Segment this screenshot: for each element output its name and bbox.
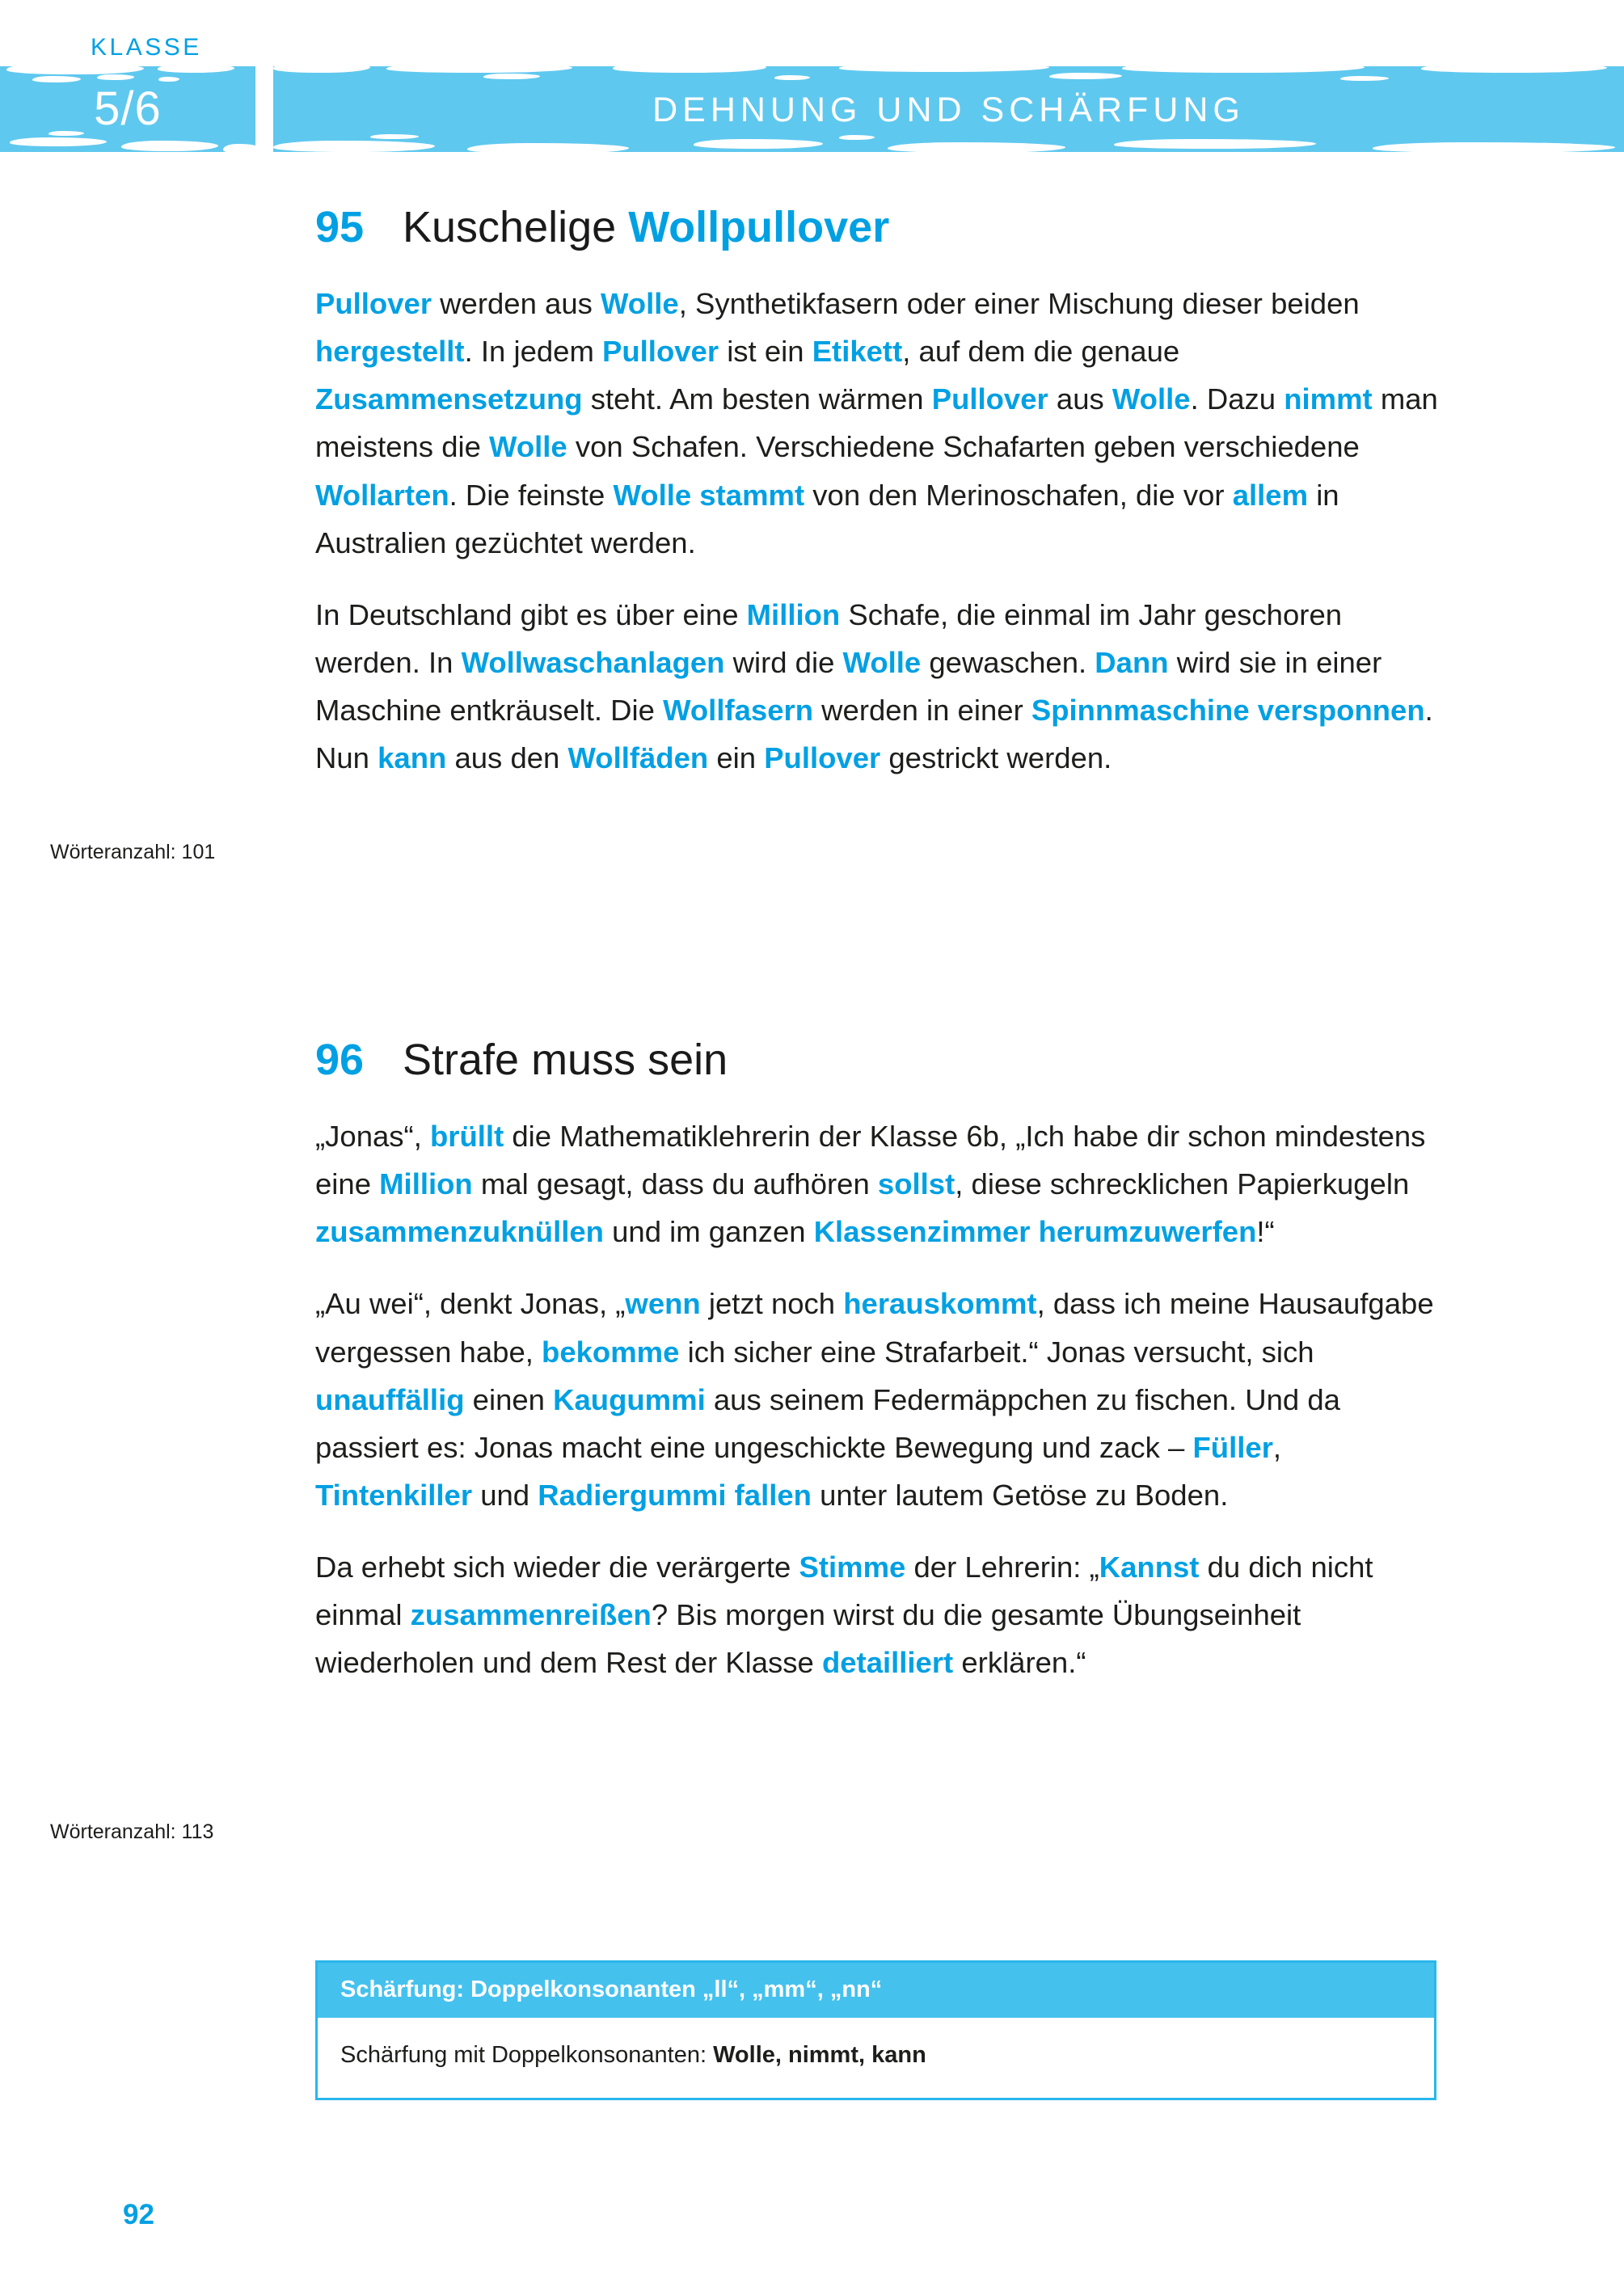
highlighted-word: Dann	[1095, 645, 1169, 679]
highlighted-word: Wollfäden	[567, 741, 709, 775]
exercise-95	[315, 202, 1439, 806]
highlighted-word: sollst	[877, 1167, 955, 1201]
exercise-95-title	[315, 202, 1439, 252]
highlighted-word: Radiergummi fallen	[538, 1478, 812, 1512]
rule-infobox-words: Wolle, nimmt, kann	[713, 2042, 926, 2068]
highlighted-word: Zusammensetzung	[315, 382, 583, 416]
highlighted-word: zusammenreißen	[410, 1598, 652, 1632]
exercise-95-paragraph-1: Pullover werden aus Wolle, Synthetikfasern oder einer Mischung dieser beiden hergestellt. In jedem Pullover ist ein Etikett, auf dem die genaue Zusammensetzung steht. Am besten wärmen Pullover aus Wolle. Dazu nimmt man meistens die Wolle von Schafen. Verschiedene Schafarten geben verschiedene Wollarten. Die feinste Wolle stammt von den Merinoschafen, die vor allem in Australien gezüchtet werden.	[315, 287, 1438, 559]
highlighted-word: detailliert	[821, 1646, 954, 1680]
exercise-95-title-plain: Kuschelige	[403, 203, 629, 251]
highlighted-word: Pullover	[602, 335, 719, 369]
exercise-95-number: 95	[315, 203, 365, 251]
rule-infobox-body	[318, 2018, 1434, 2098]
highlighted-word: unauffällig	[315, 1382, 465, 1416]
highlighted-word: kann	[378, 741, 447, 775]
highlighted-word: Spinnmaschine versponnen	[1031, 694, 1425, 727]
highlighted-word: allem	[1232, 478, 1309, 512]
chapter-banner	[273, 66, 1624, 152]
highlighted-word: Kannst	[1099, 1551, 1200, 1584]
klasse-badge	[0, 66, 255, 152]
highlighted-word: Pullover	[315, 287, 432, 320]
klasse-value: 5/6	[94, 82, 162, 135]
highlighted-word: Wolle	[842, 645, 922, 679]
rule-infobox-heading: Schärfung: Doppelkonsonanten „ll“, „mm“, „nn“	[318, 1963, 1434, 2018]
page-header	[0, 0, 1624, 170]
page-number: 92	[123, 2199, 154, 2230]
highlighted-word: Pullover	[931, 382, 1048, 416]
exercise-96-title	[315, 1035, 1439, 1085]
page-title: DEHNUNG UND SCHÄRFUNG	[652, 91, 1245, 129]
exercise-95-paragraph-2: In Deutschland gibt es über eine Million Schafe, die einmal im Jahr geschoren werden. In Wollwaschanlagen wird die Wolle gewaschen. Dann wird sie in einer Maschine entkräuselt. Die Wollfasern werden in einer Spinnmaschine versponnen. Nun kann aus den Wollfäden ein Pullover gestrickt werden.	[315, 597, 1433, 775]
highlighted-word: Wolle	[1111, 382, 1191, 416]
highlighted-word: Wollfasern	[663, 694, 814, 727]
rule-infobox	[315, 1960, 1436, 2100]
highlighted-word: zusammenzuknüllen	[315, 1215, 604, 1249]
highlighted-word: Kaugummi	[553, 1382, 706, 1416]
exercise-96-paragraph-3: Da erhebt sich wieder die verärgerte Stimme der Lehrerin: „Kannst du dich nicht einmal zusammenreißen? Bis morgen wirst du die gesamte Übungseinheit wiederholen und dem Rest der Klasse detailliert erklären.“	[315, 1551, 1373, 1680]
highlighted-word: Wollwaschanlagen	[461, 645, 725, 679]
exercise-96-number: 96	[315, 1036, 365, 1084]
highlighted-word: Wolle	[489, 430, 567, 464]
highlighted-word: Wolle	[601, 287, 679, 320]
exercise-95-title-accent: Wollpullover	[628, 203, 890, 251]
klasse-label: KLASSE	[91, 34, 202, 61]
highlighted-word: hergestellt	[315, 335, 465, 369]
exercise-95-wordcount: Wörteranzahl: 101	[50, 841, 216, 863]
highlighted-word: Million	[746, 597, 841, 631]
highlighted-word: Wollarten	[315, 478, 449, 512]
highlighted-word: Klassenzimmer herumzuwerfen	[813, 1215, 1257, 1249]
highlighted-word: Stimme	[799, 1551, 906, 1584]
highlighted-word: bekomme	[542, 1335, 680, 1369]
exercise-96-wordcount: Wörteranzahl: 113	[50, 1821, 214, 1843]
rule-infobox-label: Schärfung mit Doppelkonsonanten:	[340, 2042, 714, 2068]
highlighted-word: herauskommt	[843, 1287, 1037, 1321]
exercise-96-title-plain: Strafe muss sein	[403, 1036, 728, 1084]
highlighted-word: Etikett	[812, 335, 903, 369]
highlighted-word: Füller	[1192, 1430, 1273, 1464]
exercise-96	[315, 1035, 1439, 1711]
highlighted-word: Pullover	[764, 741, 881, 775]
exercise-96-paragraph-2: „Au wei“, denkt Jonas, „wenn jetzt noch herauskommt, dass ich meine Hausaufgabe vergessen habe, bekomme ich sicher eine Strafarbeit.“ Jonas versucht, sich unauffällig einen Kaugummi aus seinem Federmäppchen zu fischen. Und da passiert es: Jonas macht eine ungeschickte Bewegung und zack – Füller, Tintenkiller und Radiergummi fallen unter lautem Getöse zu Boden.	[315, 1287, 1434, 1512]
highlighted-word: nimmt	[1284, 382, 1373, 416]
exercise-96-paragraph-1: „Jonas“, brüllt die Mathematiklehrerin der Klasse 6b, „Ich habe dir schon mindestens eine Million mal gesagt, dass du aufhören sollst, diese schrecklichen Papierkugeln zusammenzuknüllen und im ganzen Klassenzimmer herumzuwerfen!“	[315, 1120, 1426, 1249]
highlighted-word: brüllt	[430, 1120, 504, 1153]
highlighted-word: Million	[379, 1167, 473, 1201]
highlighted-word: Tintenkiller	[315, 1478, 473, 1512]
highlighted-word: Wolle stammt	[613, 478, 805, 512]
highlighted-word: wenn	[625, 1287, 701, 1321]
